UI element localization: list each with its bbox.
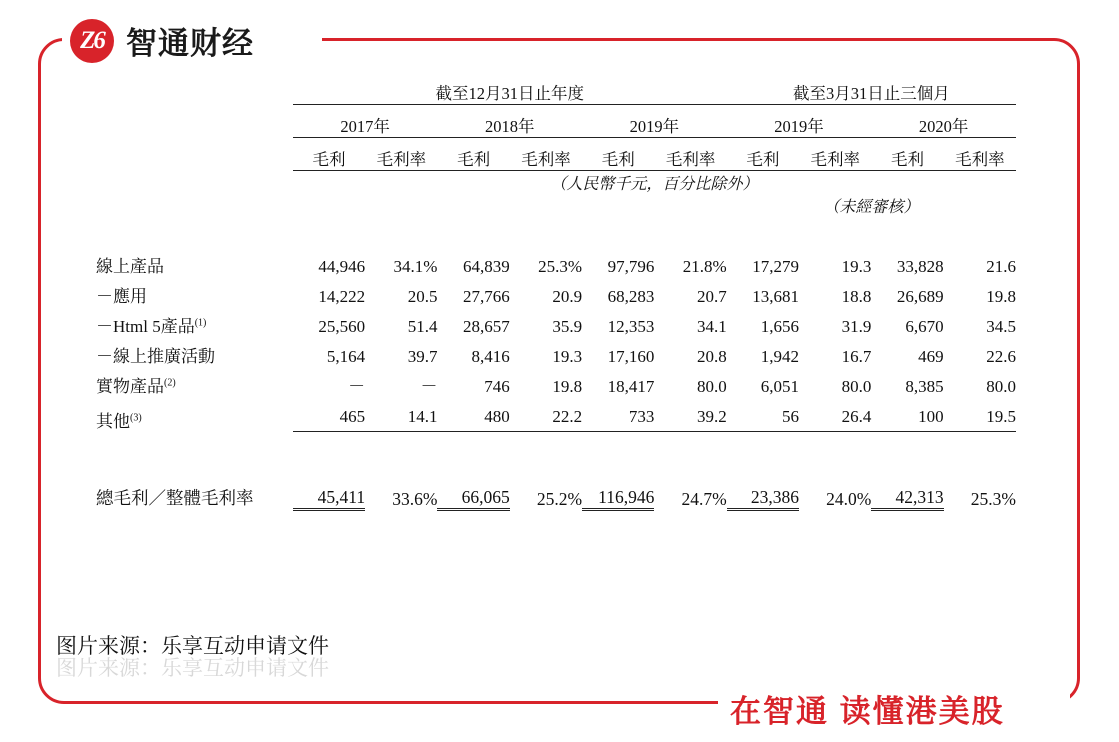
total-cell: 42,313	[871, 462, 943, 510]
cell: 97,796	[607, 257, 655, 276]
cell: 100	[871, 397, 943, 432]
total-cell: 33.6%	[392, 488, 438, 509]
source-caption: 图片来源：乐享互动申请文件	[56, 634, 329, 658]
subheader-cell: 毛利	[437, 146, 509, 171]
unit-note-blank	[96, 171, 293, 195]
subheader-cell: 毛利率	[510, 146, 582, 171]
cell: 33,828	[896, 257, 944, 276]
cell: 27,766	[463, 287, 510, 306]
table-row	[96, 397, 1016, 432]
cell: 21.8%	[682, 257, 727, 276]
year-spacer-cell	[96, 138, 1016, 147]
table-row	[96, 277, 1016, 307]
cell: 22.6	[986, 347, 1016, 366]
row-label-footnote: (1)	[194, 317, 207, 329]
table-row	[96, 247, 1016, 277]
cell: 25.3%	[538, 257, 583, 276]
total-cell: 45,411	[293, 462, 365, 510]
row-label-online-products: 線上產品	[96, 257, 164, 276]
year-row-blank	[96, 113, 293, 138]
cell: －	[420, 377, 438, 396]
subheader-cell: 毛利	[871, 146, 943, 171]
row-label-online-promotion: －線上推廣活動	[96, 347, 215, 366]
year-2019-quarter: 2019年	[727, 113, 872, 138]
row-label-text: －Html 5產品	[96, 317, 195, 336]
cell: 469	[918, 347, 944, 366]
cell: 39.7	[407, 347, 438, 366]
cell: 18.8	[841, 287, 872, 306]
year-2019-annual: 2019年	[582, 113, 727, 138]
unaudited-note-blank	[96, 194, 727, 217]
cell: 17,160	[607, 347, 655, 366]
cell: 20.9	[552, 287, 583, 306]
cell: 64,839	[463, 257, 510, 276]
cell: 80.0	[986, 377, 1016, 396]
cell: 12,353	[607, 317, 655, 336]
cell: 480	[437, 397, 509, 432]
unit-note: （人民幣千元，百分比除外）	[550, 176, 759, 193]
cell: 26,689	[896, 287, 944, 306]
year-2020-quarter: 2020年	[871, 113, 1016, 138]
cell: 16.7	[841, 347, 872, 366]
total-label: 總毛利／整體毛利率	[96, 487, 254, 508]
financial-table-container	[96, 80, 1016, 511]
brand-logo	[70, 18, 254, 63]
cell: 56	[727, 397, 799, 432]
cell: 17,279	[752, 257, 800, 276]
cell: 6,670	[905, 317, 944, 336]
cell: 25,560	[318, 317, 366, 336]
cell: 14.1	[365, 397, 437, 432]
row-label-others	[96, 397, 293, 432]
cell: 19.8	[986, 287, 1016, 306]
cell: 34.1	[696, 317, 727, 336]
cell: 6,051	[760, 377, 800, 396]
cell: 68,283	[607, 287, 655, 306]
cell: 80.0	[696, 377, 727, 396]
year-2018: 2018年	[437, 113, 582, 138]
subheader-cell: 毛利率	[654, 146, 726, 171]
row-label-text: 其他	[96, 411, 130, 431]
table-subheader-row	[96, 146, 1016, 171]
cell: 28,657	[463, 317, 510, 336]
total-cell: 25.3%	[970, 488, 1016, 509]
cell: 19.3	[552, 347, 583, 366]
cell: 1,656	[760, 317, 800, 336]
cell: 733	[582, 397, 654, 432]
cell: 19.3	[841, 257, 872, 276]
cell: 19.5	[944, 397, 1016, 432]
header-spacer-row	[96, 105, 1016, 114]
year-2017: 2017年	[293, 113, 438, 138]
table-row	[96, 367, 1016, 397]
body-gap-row	[96, 217, 1016, 247]
cell: －	[348, 377, 366, 396]
unit-note-row	[96, 171, 1016, 195]
cell: 51.4	[407, 317, 438, 336]
total-cell: 24.7%	[681, 488, 727, 509]
total-cell: 24.0%	[826, 488, 872, 509]
cell: 13,681	[752, 287, 800, 306]
brand-slogan: 在智通 读懂港美股	[730, 694, 1005, 729]
total-cell: 25.2%	[536, 488, 583, 509]
cell: 26.4	[799, 397, 871, 432]
cell: 35.9	[552, 317, 583, 336]
cell: 34.5	[986, 317, 1016, 336]
row-label-footnote: (2)	[164, 377, 176, 389]
subheader-cell: 毛利率	[799, 146, 871, 171]
logo-wordmark: 智通财经	[126, 26, 254, 61]
table-group-header-row	[96, 80, 1016, 105]
source-caption-ghost: 图片来源：乐享互动申请文件	[56, 656, 329, 680]
unaudited-note: （未經審核）	[823, 199, 920, 216]
cell: 8,385	[905, 377, 944, 396]
row-label-applications: －應用	[96, 287, 147, 306]
cell: 8,416	[471, 347, 510, 366]
total-gap-cell	[96, 432, 1016, 463]
cell: 39.2	[654, 397, 726, 432]
cell: 746	[484, 377, 510, 396]
subheader-cell: 毛利	[293, 146, 365, 171]
row-label-html5-products	[96, 307, 293, 337]
cell: 1,942	[760, 347, 800, 366]
group-header-annual: 截至12月31日止年度	[293, 80, 727, 105]
subheader-cell: 毛利率	[944, 146, 1016, 171]
cell: 44,946	[318, 257, 366, 276]
table-year-row	[96, 113, 1016, 138]
cell: 5,164	[326, 347, 366, 366]
cell: 21.6	[986, 257, 1016, 276]
cell: 19.8	[552, 377, 583, 396]
row-label-physical-products	[96, 367, 293, 397]
cell: 18,417	[607, 377, 655, 396]
subheader-cell: 毛利	[582, 146, 654, 171]
subheader-cell: 毛利率	[365, 146, 437, 171]
row-label-text: 實物產品	[96, 377, 164, 396]
total-gap-row	[96, 432, 1016, 463]
group-header-blank	[96, 80, 293, 105]
cell: 22.2	[510, 397, 582, 432]
cell: 80.0	[841, 377, 872, 396]
cell: 34.1%	[393, 257, 438, 276]
header-spacer-cell	[96, 105, 1016, 114]
group-header-quarter: 截至3月31日止三個月	[727, 80, 1016, 105]
table-row	[96, 307, 1016, 337]
year-spacer-row	[96, 138, 1016, 147]
total-cell: 116,946	[582, 462, 654, 510]
cell: 14,222	[318, 287, 366, 306]
body-gap-cell	[96, 217, 1016, 247]
logo-mark-icon: Z6	[70, 19, 114, 63]
subheader-blank	[96, 146, 293, 171]
cell: 20.8	[696, 347, 727, 366]
total-cell: 66,065	[437, 462, 509, 510]
subheader-cell: 毛利	[727, 146, 799, 171]
table-total-row	[96, 462, 1016, 510]
row-label-footnote: (3)	[130, 411, 142, 423]
total-cell: 23,386	[727, 462, 799, 510]
unaudited-note-row	[96, 194, 1016, 217]
cell: 20.5	[407, 287, 438, 306]
cell: 31.9	[841, 317, 872, 336]
gross-profit-table	[96, 80, 1016, 511]
cell: 20.7	[696, 287, 727, 306]
cell: 465	[293, 397, 365, 432]
table-row	[96, 337, 1016, 367]
